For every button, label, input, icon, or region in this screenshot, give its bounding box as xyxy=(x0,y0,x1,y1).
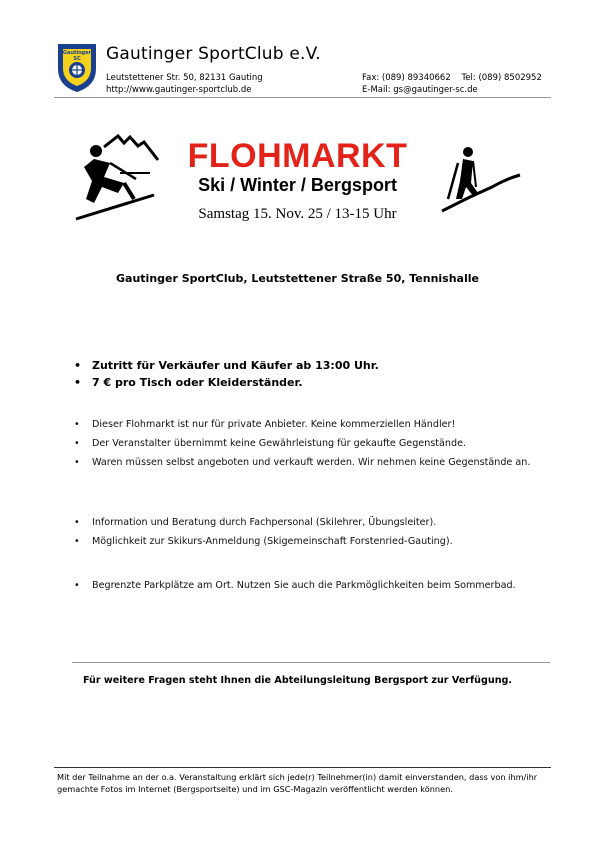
club-website[interactable]: http://www.gautinger-sportclub.de xyxy=(106,85,252,95)
info-list xyxy=(72,515,542,553)
list-item: • Möglichkeit zur Skikurs-Anmeldung (Skigemeinschaft Forstenried-Gauting). xyxy=(72,534,542,550)
list-item: • Waren müssen selbst angeboten und verkauft werden. Wir nehmen keine Gegenstände an. xyxy=(72,455,542,471)
footer-divider xyxy=(54,767,551,768)
logo-text-top: Gautinger xyxy=(62,50,92,56)
event-subtitle: Ski / Winter / Bergsport xyxy=(198,175,397,195)
event-title: FLOHMARKT xyxy=(187,137,408,175)
header-divider xyxy=(54,97,551,98)
parking-list xyxy=(72,578,542,597)
event-venue: Gautinger SportClub, Leutstettener Straße 50, Tennishalle xyxy=(116,272,479,285)
club-shield-logo-icon xyxy=(56,41,98,93)
list-item: • Dieser Flohmarkt ist nur für private Anbieter. Keine kommerziellen Händler! xyxy=(72,417,542,433)
contact-divider xyxy=(72,662,550,663)
list-item: • Der Veranstalter übernimmt keine Gewährleistung für gekaufte Gegenstände. xyxy=(72,436,542,452)
club-address: Leutstettener Str. 50, 82131 Gauting xyxy=(106,73,263,83)
event-date: Samstag 15. Nov. 25 / 13-15 Uhr xyxy=(198,206,397,222)
rules-list xyxy=(72,417,542,474)
logo-text-bottom: SC xyxy=(73,56,81,62)
list-item: • Begrenzte Parkplätze am Ort. Nutzen Sie auch die Parkmöglichkeiten beim Sommerbad. xyxy=(72,578,542,594)
list-item: • Information und Beratung durch Fachpersonal (Skilehrer, Übungsleiter). xyxy=(72,515,542,531)
club-email[interactable]: E-Mail: gs@gautinger-sc.de xyxy=(362,85,478,95)
org-name: Gautinger SportClub e.V. xyxy=(106,44,321,64)
photo-disclaimer: Mit der Teilnahme an der o.a. Veranstaltung erklärt sich jede(r) Teilnehmer(in) damit einverstanden, dass von ihm/ihr gemachte Fotos im Internet (Bergsportseite) und im GSC-Magazin veröffentlicht werden können. xyxy=(57,772,538,794)
club-phone-fax: Fax: (089) 89340662 Tel: (089) 8502952 xyxy=(362,73,542,83)
list-item: • Zutritt für Verkäufer und Käufer ab 13:00 Uhr. xyxy=(72,357,542,374)
club-logo xyxy=(56,41,98,93)
list-item: • 7 € pro Tisch oder Kleiderständer. xyxy=(72,374,542,391)
highlights-list xyxy=(72,357,542,391)
contact-note: Für weitere Fragen steht Ihnen die Abteilungsleitung Bergsport zur Verfügung. xyxy=(82,675,513,686)
